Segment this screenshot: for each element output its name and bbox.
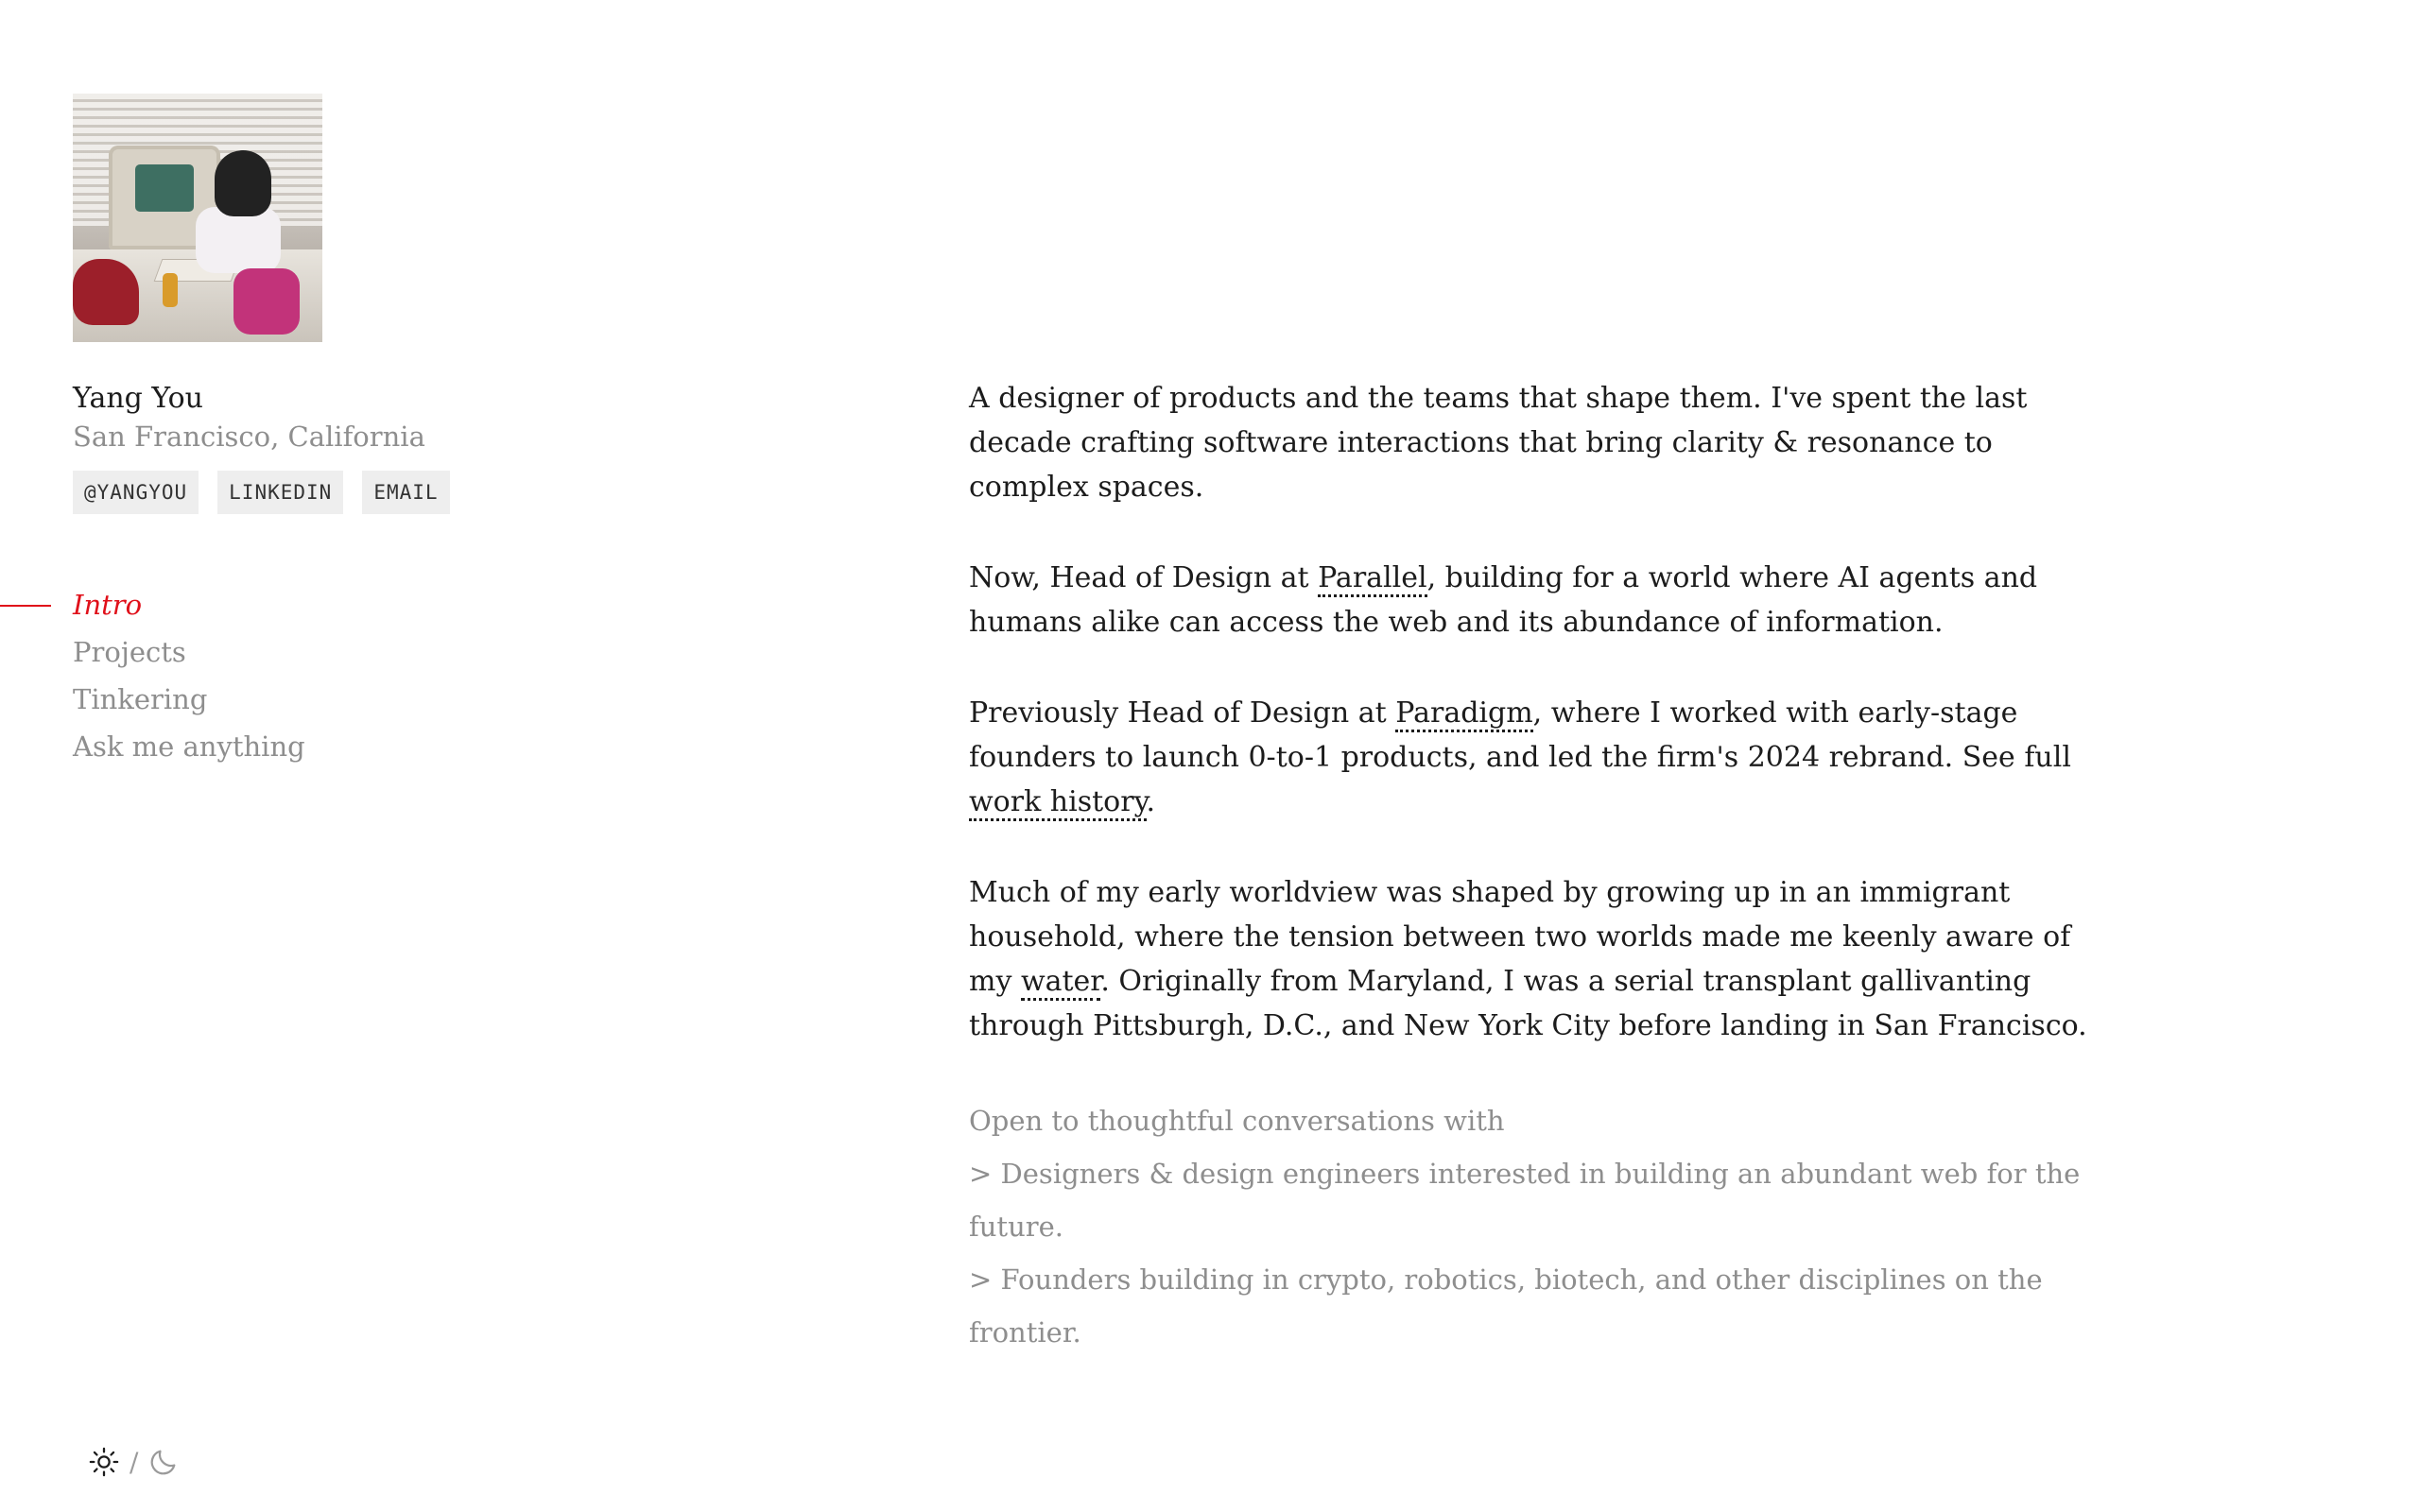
email-link[interactable]: EMAIL — [362, 471, 449, 514]
nav-item-intro[interactable] — [73, 581, 305, 628]
twitter-link[interactable]: @YANGYOU — [73, 471, 199, 514]
sidebar — [73, 94, 640, 514]
previous-role-paragraph: Previously Head of Design at Paradigm, where I worked with early-stage founders to launch 0-to-1 products, and led the firm's 2024 rebrand. See full work history. — [969, 691, 2103, 824]
theme-separator: / — [130, 1446, 139, 1478]
social-links — [73, 471, 640, 514]
linkedin-link[interactable]: LINKEDIN — [217, 471, 343, 514]
sun-icon[interactable] — [88, 1446, 120, 1478]
parallel-link[interactable]: Parallel — [1318, 561, 1427, 597]
active-indicator — [0, 605, 51, 607]
water-link[interactable]: water — [1021, 965, 1100, 1001]
paradigm-link[interactable]: Paradigm — [1395, 696, 1532, 732]
open-to-conversations — [969, 1094, 2103, 1359]
nav-item-ask-me-anything[interactable]: Ask me anything — [73, 730, 305, 763]
nav-item-label: Intro — [73, 589, 143, 621]
profile-name: Yang You — [73, 382, 204, 415]
current-role-paragraph: Now, Head of Design at Parallel, building for a world where AI agents and humans alike can access the web and its abundance of information. — [969, 561, 2038, 639]
intro-content — [969, 376, 2103, 1359]
nav-item-projects[interactable]: Projects — [73, 636, 186, 668]
theme-toggle — [88, 1446, 180, 1478]
nav-item-tinkering[interactable]: Tinkering — [73, 683, 208, 715]
avatar — [73, 94, 322, 342]
moon-icon[interactable] — [147, 1446, 180, 1478]
work-history-link[interactable]: work history — [969, 785, 1147, 821]
open-item-designers: > Designers & design engineers interested in building an abundant web for the future. — [969, 1158, 2081, 1243]
background-paragraph: Much of my early worldview was shaped by growing up in an immigrant household, where the tension between two worlds made me keenly aware of my water. Originally from Maryland, I was a serial transplant gallivanting through Pittsburgh, D.C., and New York City before landing in San Francisco. — [969, 876, 2087, 1042]
section-nav — [73, 581, 305, 770]
open-heading: Open to thoughtful conversations with — [969, 1105, 1505, 1137]
intro-paragraph: A designer of products and the teams that shape them. I've spent the last decade crafting software interactions that bring clarity & resonance to complex spaces. — [969, 382, 2028, 504]
profile-location: San Francisco, California — [73, 421, 425, 453]
open-item-founders: > Founders building in crypto, robotics, biotech, and other disciplines on the frontier. — [969, 1263, 2043, 1349]
